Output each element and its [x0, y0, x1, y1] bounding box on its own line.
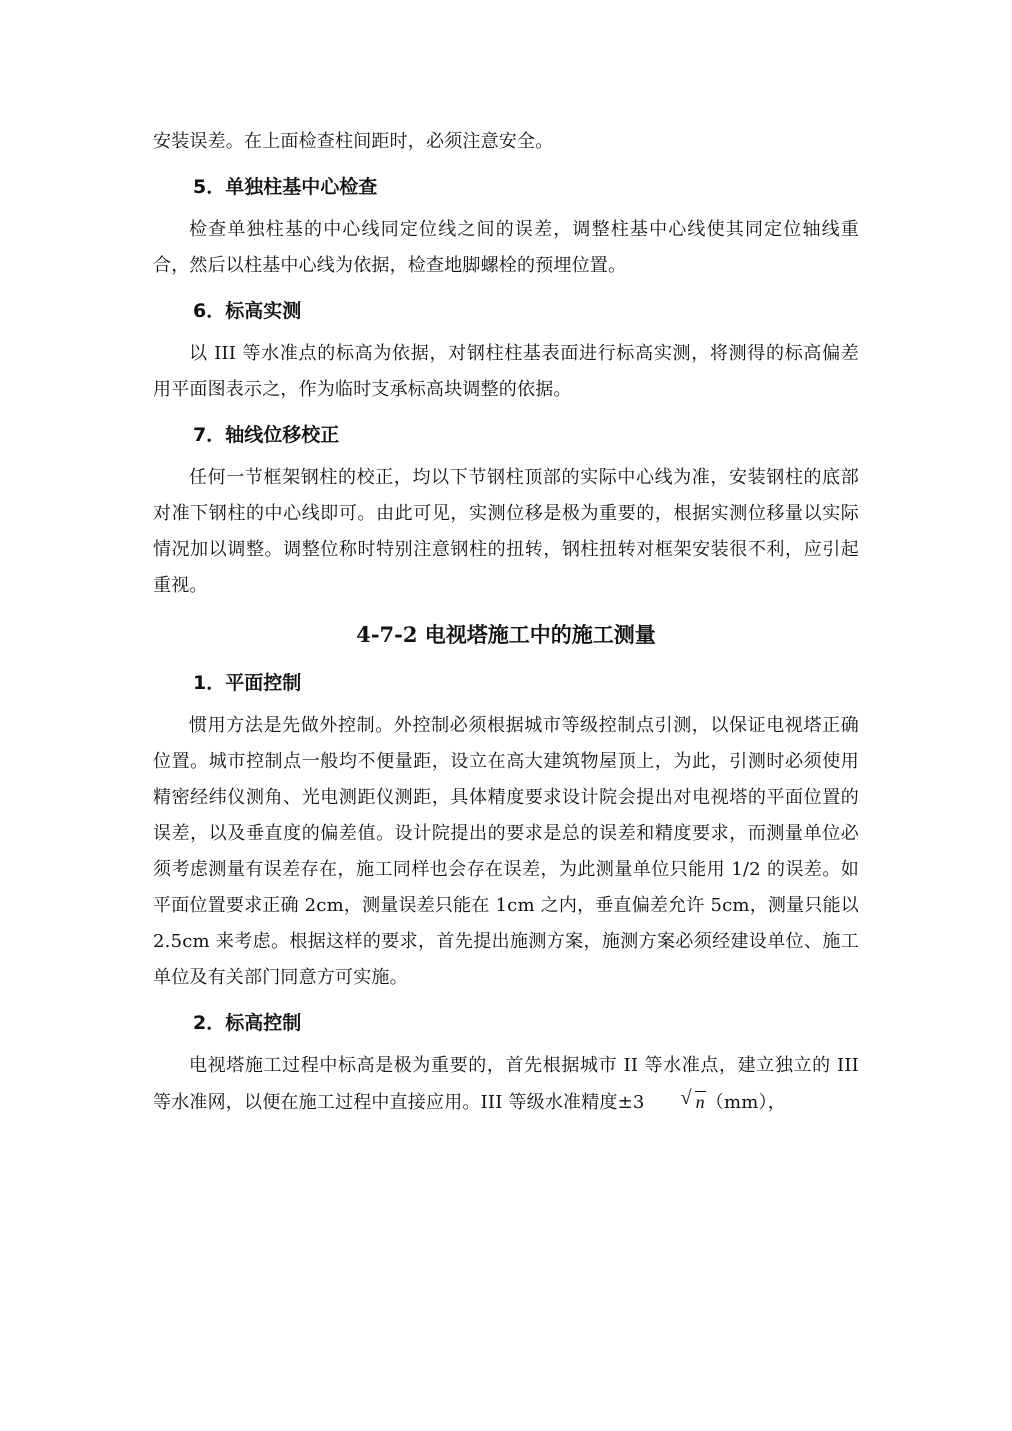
paragraph-elevation-control [153, 1048, 859, 1121]
paragraph-axis-displacement-correction: 任何一节框架钢柱的校正，均以下节钢柱顶部的实际中心线为准，安装钢柱的底部对准下钢柱的中心线即可。由此可见，实测位移是极为重要的，根据实测位移量以实际情况加以调整。调整位称时特别注意钢柱的扭转，钢柱扭转对框架安装很不利，应引起重视。 [153, 467, 859, 596]
heading-elevation-control: 2．标高控制 [193, 1012, 302, 1034]
elevation-control-unit: （mm）， [705, 1092, 786, 1113]
heading-axis-displacement-correction: 7．轴线位移校正 [193, 424, 340, 446]
heading-elevation-measurement: 6．标高实测 [193, 300, 302, 322]
sqrt-formula [645, 1087, 706, 1112]
sqrt-icon: √ [680, 1087, 692, 1109]
sqrt-radicand: n [695, 1092, 705, 1112]
elevation-control-text: 电视塔施工过程中标高是极为重要的，首先根据城市 II 等水准点，建立独立的 III 等水准网，以便在施工过程中直接应用。III 等级水准精度±3 [153, 1055, 859, 1113]
page-content [153, 124, 859, 1121]
paragraph-continuation: 安装误差。在上面检查柱间距时，必须注意安全。 [153, 131, 554, 152]
paragraph-elevation-measurement: 以 III 等水准点的标高为依据，对钢柱柱基表面进行标高实测，将测得的标高偏差用平面图表示之，作为临时支承标高块调整的依据。 [153, 343, 859, 400]
heading-column-base-center-check: 5．单独柱基中心检查 [193, 176, 378, 198]
sqrt-expression [645, 1084, 706, 1120]
paragraph-plane-control: 惯用方法是先做外控制。外控制必须根据城市等级控制点引测，以保证电视塔正确位置。城市控制点一般均不便量距，设立在高大建筑物屋顶上，为此，引测时必须使用精密经纬仪测角、光电测距仪测距，具体精度要求设计院会提出对电视塔的平面位置的误差，以及垂直度的偏差值。设计院提出的要求是总的误差和精度要求，而测量单位必须考虑测量有误差存在，施工同样也会存在误差，为此测量单位只能用 1/2 的误差。如平面位置要求正确 2cm，测量误差只能在 1cm 之内，垂直偏差允许 5cm，测量只能以 2.5cm 来考虑。根据这样的要求，首先提出施测方案，施测方案必须经建设单位、施工单位及有关部门同意方可实施。 [153, 715, 859, 988]
paragraph-column-base-center-check: 检查单独柱基的中心线同定位线之间的误差，调整柱基中心线使其同定位轴线重合，然后以柱基中心线为依据，检查地脚螺栓的预埋位置。 [153, 219, 859, 276]
heading-plane-control: 1．平面控制 [193, 672, 302, 694]
section-title: 4-7-2 电视塔施工中的施工测量 [356, 622, 656, 647]
